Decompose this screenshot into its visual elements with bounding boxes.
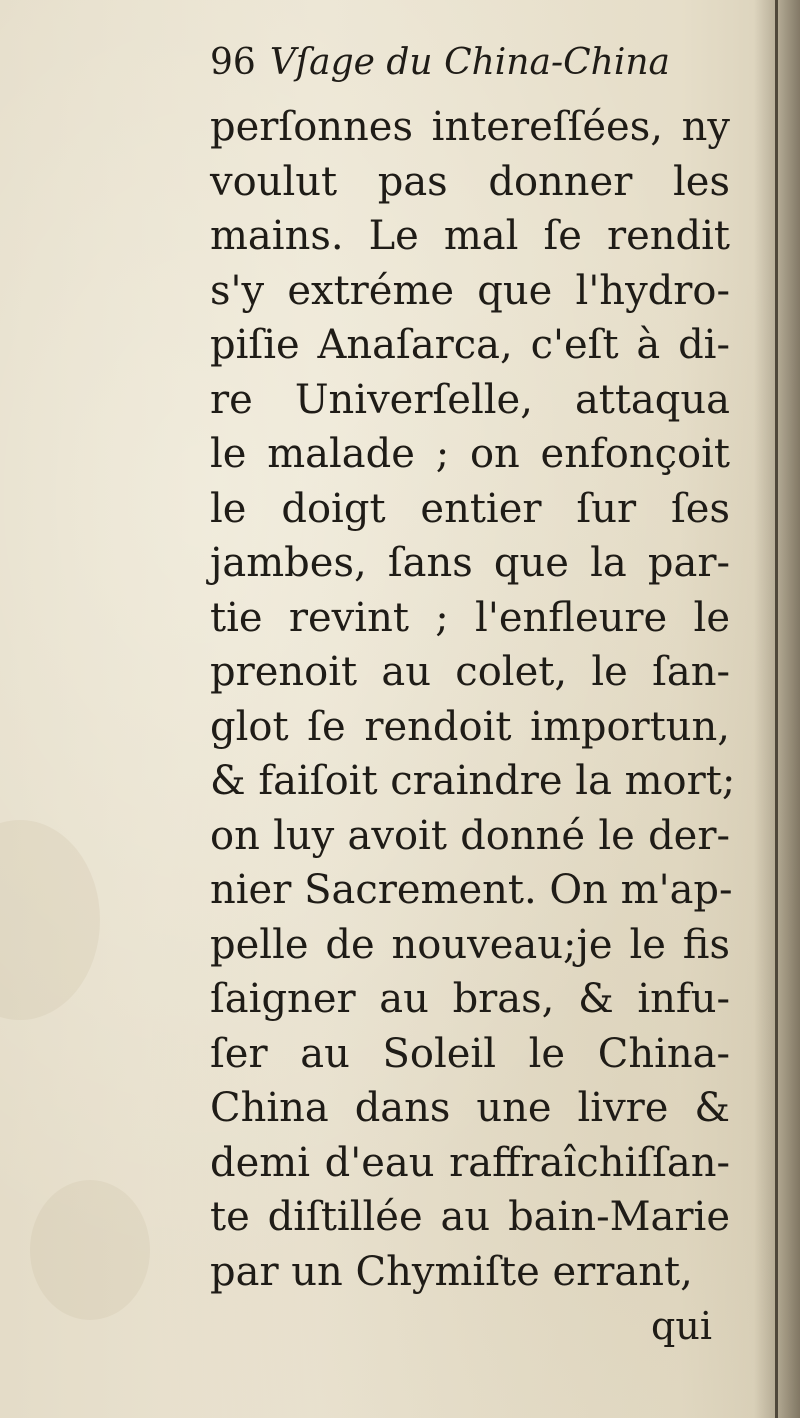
text-line: & faiſoit craindre la mort; <box>210 758 736 804</box>
text-line: on luy avoit donné le der- <box>210 812 730 859</box>
text-line: tie revint ; l'enfleure le <box>210 594 730 641</box>
text-line: le malade ; on enfonçoit <box>210 431 730 477</box>
text-line: pelle de nouveau;je le fis <box>210 921 730 968</box>
page-edge <box>775 0 778 1418</box>
text-line: nier Sacrement. On m'ap- <box>210 867 733 913</box>
text-line: piſie Anaſarca, c'eſt à di- <box>210 322 730 368</box>
text-line: prenoit au colet, le ſan- <box>210 649 730 695</box>
page-header <box>210 42 730 100</box>
text-line: mains. Le mal ſe rendit <box>210 213 730 259</box>
paper-stain <box>0 820 100 1020</box>
catchword: qui <box>651 1304 712 1348</box>
text-line: voulut pas donner les <box>210 158 730 205</box>
text-line: te diſtillée au bain-Marie <box>210 1194 730 1240</box>
text-line: s'y extréme que l'hydro- <box>210 267 730 314</box>
running-title: Vſage du China-China <box>269 42 671 83</box>
text-line: ſaigner au bras, & infu- <box>210 976 730 1022</box>
text-block <box>210 42 736 1353</box>
text-line: China dans une livre & <box>210 1085 730 1131</box>
text-line: ſer au Soleil le China- <box>210 1030 730 1077</box>
text-line: re Univerſelle, attaqua <box>210 376 730 423</box>
text-line: par un Chymiſte errant, <box>210 1248 693 1295</box>
paper-stain <box>30 1180 150 1320</box>
text-line: perſonnes intereſſées, ny <box>210 104 730 150</box>
page-number: 96 <box>210 42 256 83</box>
text-line: jambes, ſans que la par- <box>210 540 730 586</box>
text-line: le doigt entier ſur ſes <box>210 485 730 532</box>
text-line: glot ſe rendoit importun, <box>210 703 730 750</box>
text-line: demi d'eau raffraîchiſſan- <box>210 1139 730 1186</box>
